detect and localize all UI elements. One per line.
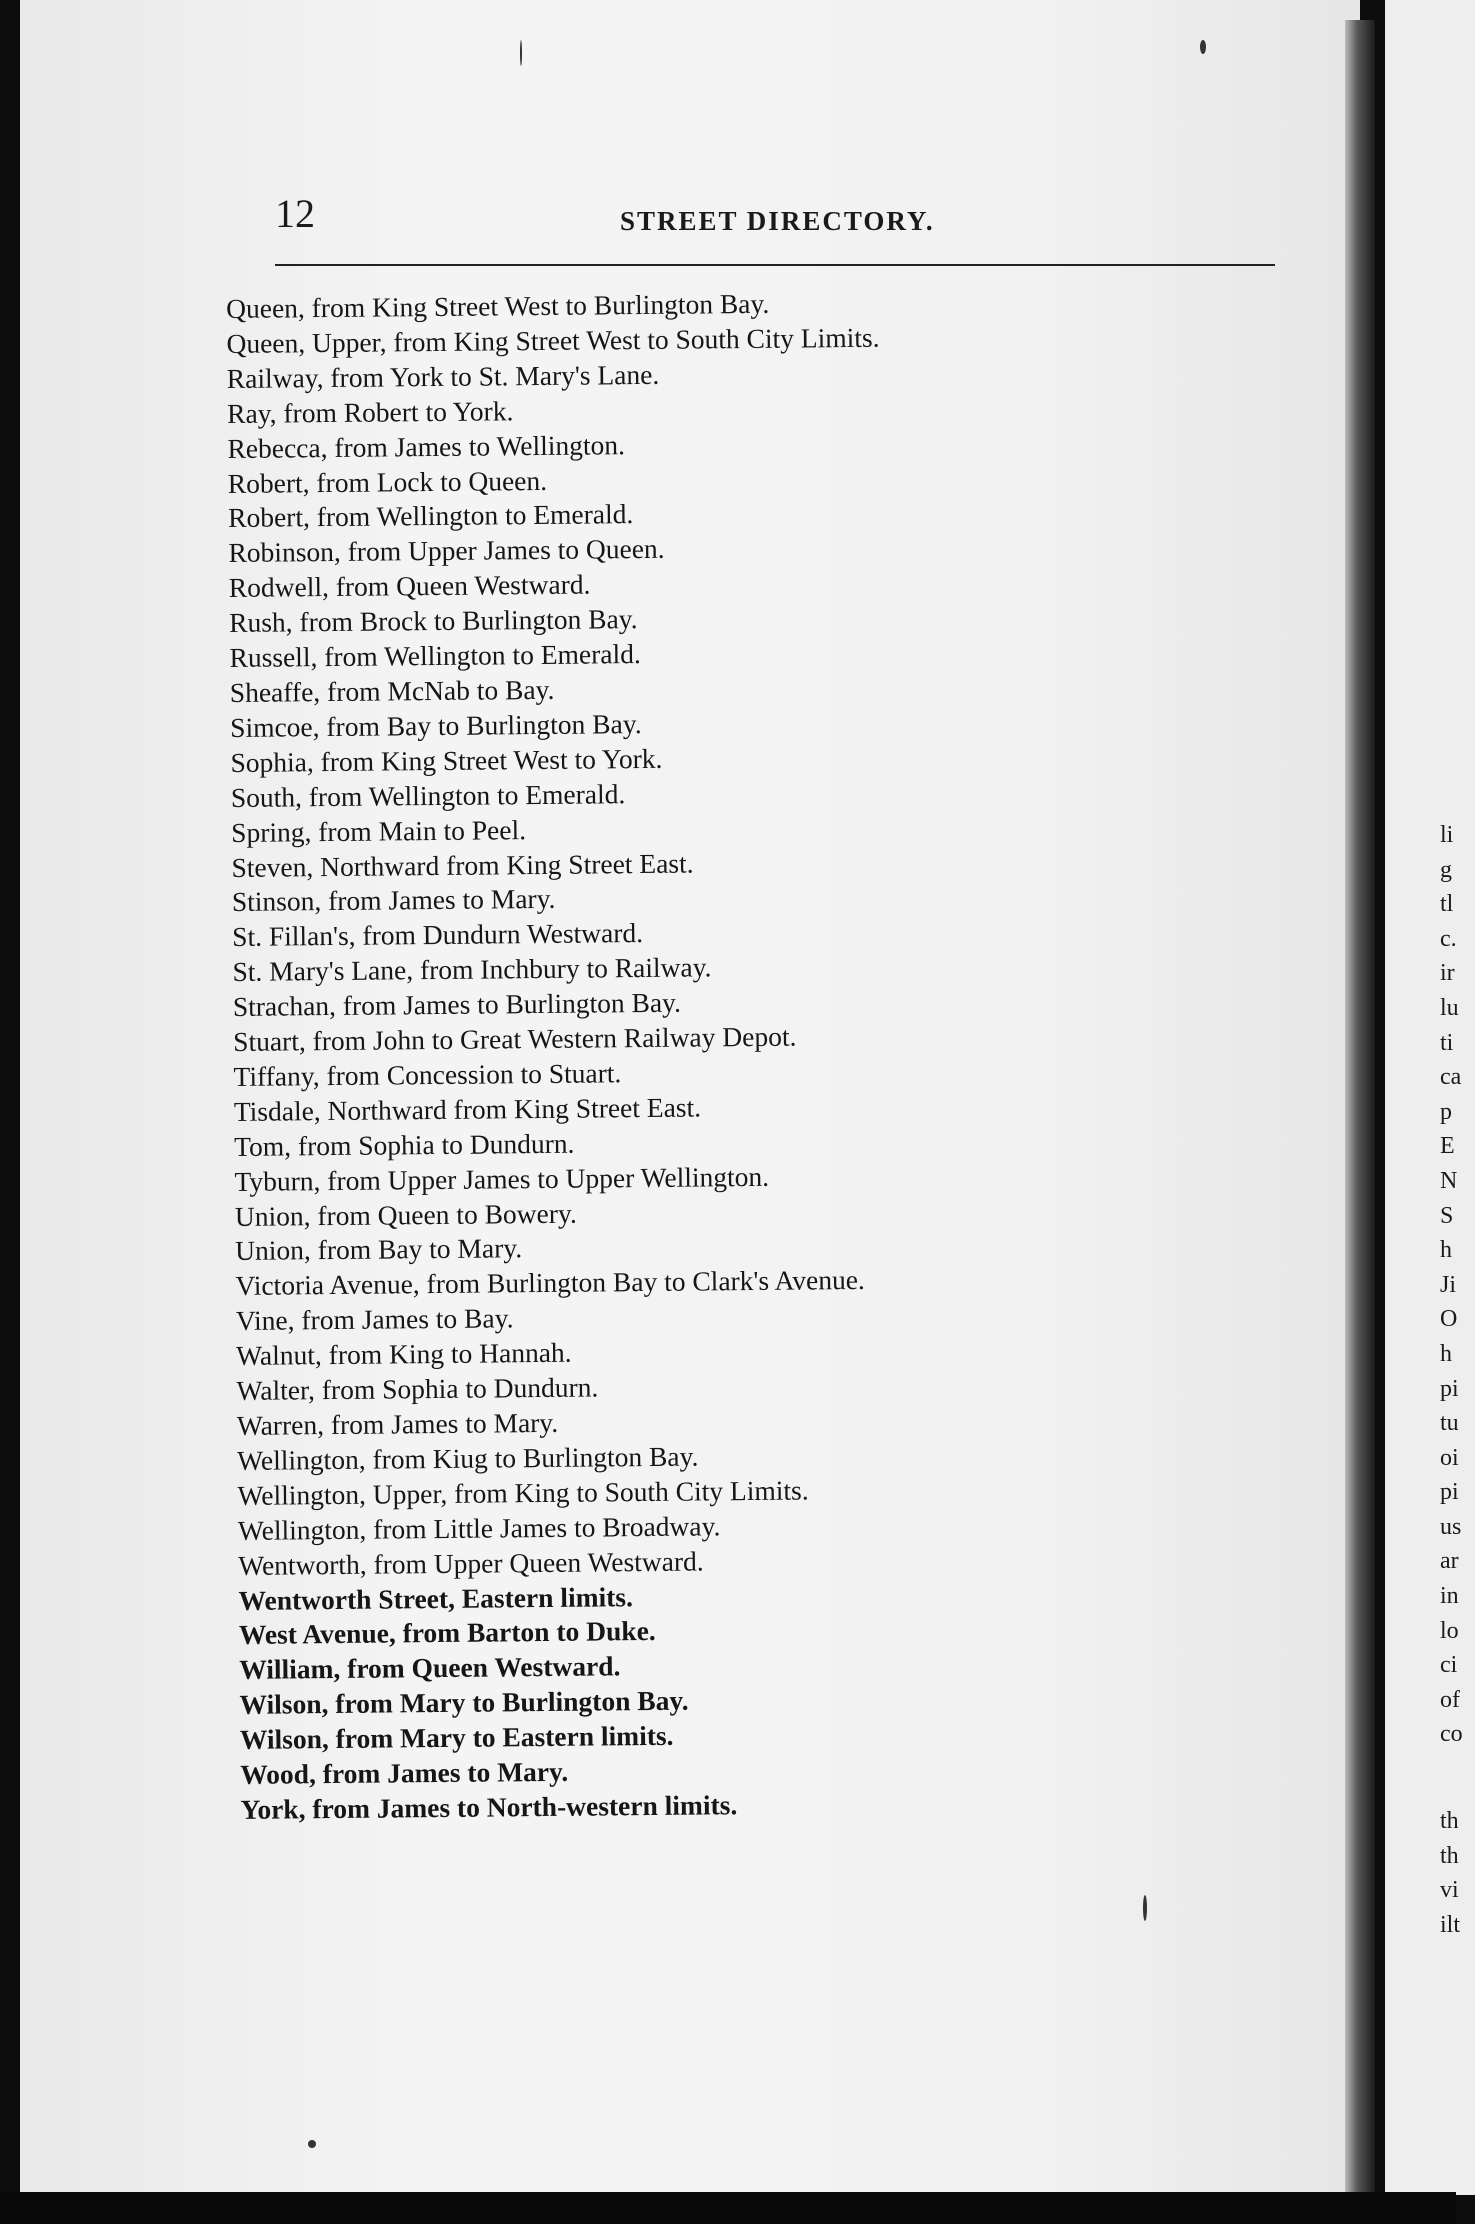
fragment-line: us — [1440, 1513, 1462, 1540]
street-entry: Wellington, from Kiug to Burlington Bay. — [237, 1440, 699, 1476]
street-list — [226, 281, 1341, 1827]
fragment-line: Ji — [1440, 1271, 1457, 1298]
street-entry: Walter, from Sophia to Dundurn. — [236, 1371, 599, 1407]
fragment-line: co — [1440, 1721, 1463, 1748]
paragraph-gap — [1440, 1752, 1463, 1804]
street-entry: Wellington, Upper, from King to South City Limits. — [237, 1474, 809, 1511]
fragment-line: h — [1440, 1237, 1452, 1264]
running-head: STREET DIRECTORY. — [620, 206, 935, 236]
street-entry: South, from Wellington to Emerald. — [230, 777, 626, 813]
fragment-line: S — [1440, 1202, 1454, 1229]
fragment-line: g — [1440, 856, 1452, 883]
fragment-line: h — [1440, 1340, 1452, 1367]
street-entry: Union, from Queen to Bowery. — [234, 1197, 577, 1232]
fragment-line: ca — [1440, 1064, 1462, 1091]
fragment-line: vi — [1440, 1877, 1459, 1904]
street-entry: Russell, from Wellington to Emerald. — [229, 638, 641, 674]
street-entry: Wellington, from Little James to Broadway. — [237, 1510, 721, 1546]
street-entry: Wilson, from Mary to Burlington Bay. — [239, 1684, 689, 1721]
street-entry: Wentworth, from Upper Queen Westward. — [238, 1545, 704, 1581]
street-entry: Robert, from Lock to Queen. — [227, 464, 548, 499]
street-entry: Tiffany, from Concession to Stuart. — [233, 1057, 622, 1092]
fragment-line: of — [1440, 1686, 1460, 1713]
fragment-line: lu — [1440, 994, 1459, 1021]
street-entry: Robinson, from Upper James to Queen. — [228, 533, 665, 569]
dust-speck — [520, 40, 522, 66]
dust-speck — [1143, 1895, 1147, 1921]
street-entry: Queen, Upper, from King Street West to South City Limits. — [226, 321, 880, 359]
street-entry: Steven, Northward from King Street East. — [231, 847, 694, 883]
fragment-line: th — [1440, 1808, 1459, 1835]
street-entry: Sheaffe, from McNab to Bay. — [229, 673, 555, 708]
fragment-line: N — [1440, 1167, 1458, 1194]
street-entry: York, from James to North-western limits. — [240, 1789, 738, 1825]
street-entry: Wood, from James to Mary. — [240, 1755, 569, 1790]
fragment-line: ilt — [1440, 1911, 1461, 1938]
fragment-line: lo — [1440, 1617, 1459, 1644]
street-entry: Rush, from Brock to Burlington Bay. — [229, 603, 638, 639]
street-entry: William, from Queen Westward. — [239, 1650, 621, 1686]
fragment-line: li — [1440, 822, 1454, 848]
scan-border — [0, 2192, 1456, 2224]
street-entry: Robert, from Wellington to Emerald. — [228, 498, 634, 534]
street-entry: Rodwell, from Queen Westward. — [228, 568, 591, 604]
street-entry: West Avenue, from Barton to Duke. — [238, 1615, 656, 1651]
fragment-line: pi — [1440, 1375, 1459, 1402]
street-entry: St. Mary's Lane, from Inchbury to Railway. — [232, 951, 712, 988]
book-gutter — [1345, 20, 1375, 2200]
street-entry: Vine, from James to Bay. — [235, 1302, 514, 1337]
fragment-line: p — [1440, 1098, 1452, 1125]
street-entry: Railway, from York to St. Mary's Lane. — [226, 358, 660, 394]
fragment-line: O — [1440, 1306, 1458, 1333]
dust-speck — [308, 2140, 316, 2148]
street-entry: Warren, from James to Mary. — [236, 1406, 559, 1441]
fragment-line: ar — [1440, 1548, 1459, 1575]
facing-page-text-fragments — [1440, 818, 1463, 1942]
street-entry: Victoria Avenue, from Burlington Bay to Clark's Avenue. — [235, 1264, 865, 1302]
street-entry: Sophia, from King Street West to York. — [230, 742, 663, 778]
street-entry: Wilson, from Mary to Eastern limits. — [239, 1719, 674, 1756]
fragment-line: in — [1440, 1583, 1459, 1610]
street-entry: Strachan, from James to Burlington Bay. — [232, 986, 682, 1023]
street-entry: Spring, from Main to Peel. — [231, 813, 527, 848]
fragment-line: th — [1440, 1842, 1459, 1869]
fragment-line: tu — [1440, 1410, 1459, 1437]
street-entry: Union, from Bay to Mary. — [235, 1232, 523, 1267]
page-number: 12 — [275, 191, 315, 236]
street-entry: St. Fillan's, from Dundurn Westward. — [232, 917, 644, 953]
street-entry: Tyburn, from Upper James to Upper Wellington. — [234, 1160, 770, 1197]
street-entry: Simcoe, from Bay to Burlington Bay. — [230, 707, 642, 743]
fragment-line: c. — [1440, 925, 1457, 952]
street-entry: Rebecca, from James to Wellington. — [227, 428, 626, 464]
street-entry: Tom, from Sophia to Dundurn. — [234, 1127, 575, 1162]
fragment-line: ti — [1440, 1029, 1454, 1056]
street-entry: Stinson, from James to Mary. — [231, 883, 556, 918]
street-entry: Stuart, from John to Great Western Railway Depot. — [233, 1020, 797, 1057]
fragment-line: E — [1440, 1133, 1455, 1160]
street-entry: Wentworth Street, Eastern limits. — [238, 1580, 634, 1616]
fragment-line: ir — [1440, 960, 1455, 987]
street-entry: Ray, from Robert to York. — [227, 394, 514, 429]
fragment-line: tl — [1440, 891, 1454, 918]
fragment-line: pi — [1440, 1479, 1459, 1506]
dust-speck — [1200, 40, 1206, 54]
street-entry: Walnut, from King to Hannah. — [236, 1336, 572, 1372]
header-rule — [275, 264, 1275, 266]
fragment-line: oi — [1440, 1444, 1459, 1471]
street-entry: Tisdale, Northward from King Street East. — [233, 1091, 702, 1127]
street-entry: Queen, from King Street West to Burlington Bay. — [226, 287, 770, 324]
fragment-line: ci — [1440, 1652, 1458, 1679]
